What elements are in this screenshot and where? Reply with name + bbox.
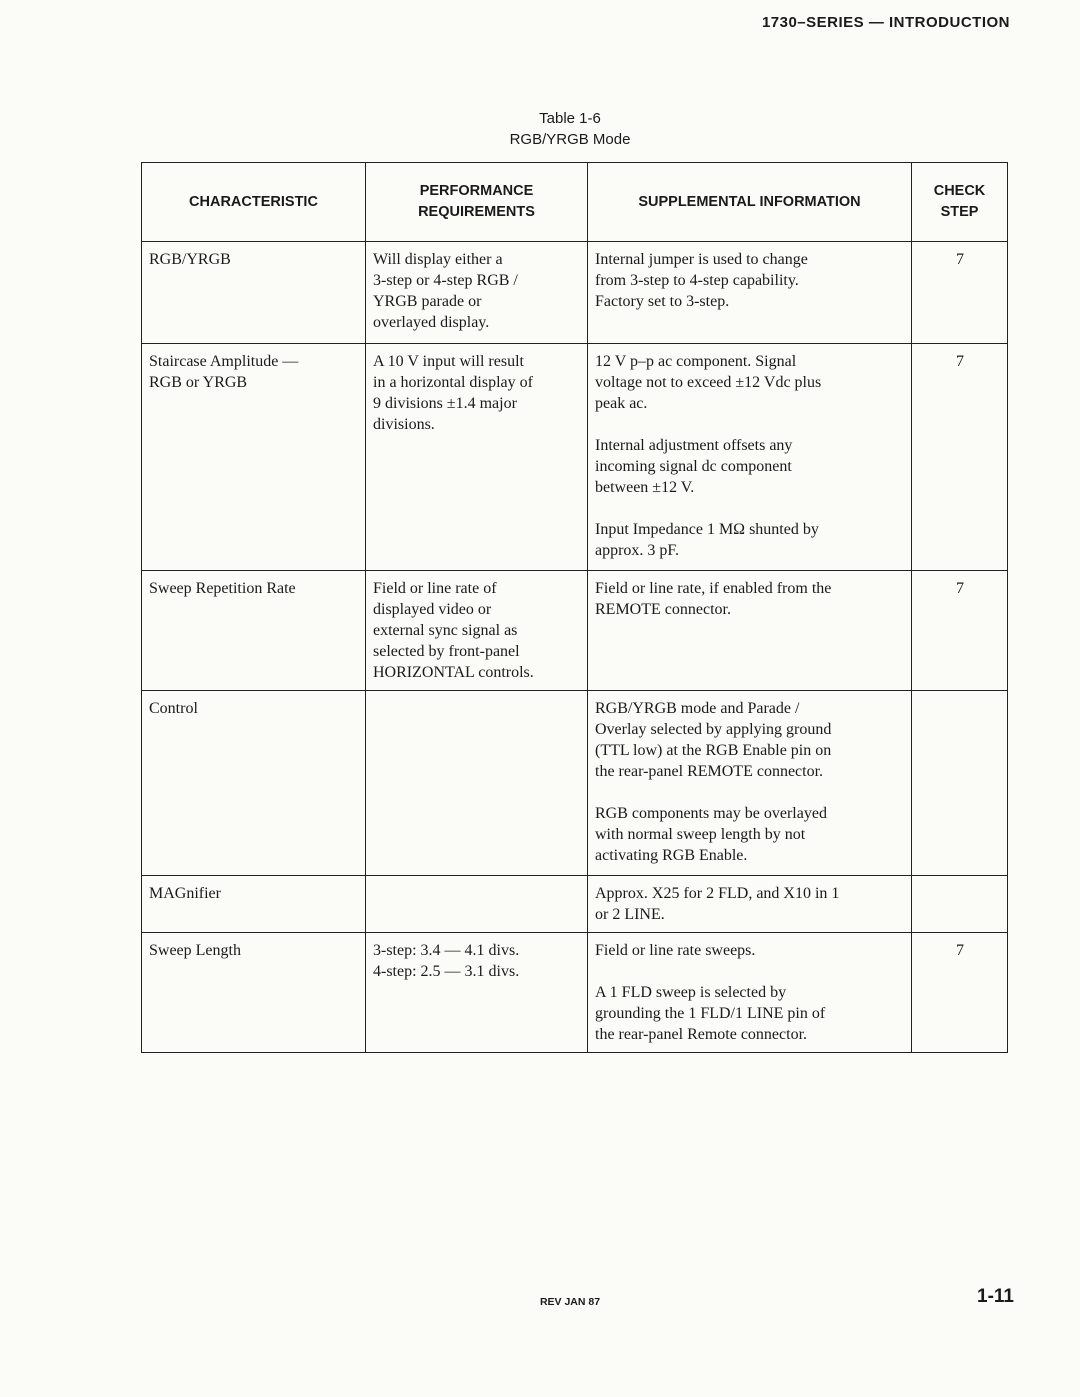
cell-characteristic: Control bbox=[142, 691, 366, 876]
table-title: RGB/YRGB Mode bbox=[509, 131, 631, 148]
cell-supplemental: RGB/YRGB mode and Parade / Overlay selected by applying ground (TTL low) at the RGB Enable pin on the rear-panel REMOTE connector. RGB components may be overlayed with normal sweep length by not activating RGB Enable. bbox=[588, 691, 912, 876]
cell-check-step: 7 bbox=[912, 242, 1008, 344]
cell-performance: Field or line rate of displayed video or external sync signal as selected by front-panel HORIZONTAL controls. bbox=[366, 571, 588, 691]
cell-supplemental: 12 V p–p ac component. Signal voltage not to exceed ±12 Vdc plus peak ac. Internal adjustment offsets any incoming signal dc component between ±12 V. Input Impedance 1 MΩ shunted by approx. 3 pF. bbox=[588, 344, 912, 571]
cell-supplemental: Internal jumper is used to change from 3-step to 4-step capability. Factory set to 3-step. bbox=[588, 242, 912, 344]
revision-date: REV JAN 87 bbox=[539, 1296, 601, 1308]
table-header-row bbox=[142, 163, 1008, 242]
table-row bbox=[142, 344, 1008, 571]
column-header-check-step: CHECK STEP bbox=[912, 163, 1008, 242]
column-header-characteristic: CHARACTERISTIC bbox=[142, 163, 366, 242]
cell-characteristic: Sweep Repetition Rate bbox=[142, 571, 366, 691]
cell-characteristic: MAGnifier bbox=[142, 876, 366, 933]
cell-performance bbox=[366, 876, 588, 933]
cell-characteristic: Staircase Amplitude — RGB or YRGB bbox=[142, 344, 366, 571]
cell-check-step: 7 bbox=[912, 571, 1008, 691]
table-row bbox=[142, 691, 1008, 876]
cell-supplemental: Approx. X25 for 2 FLD, and X10 in 1 or 2 LINE. bbox=[588, 876, 912, 933]
table-row bbox=[142, 571, 1008, 691]
cell-characteristic: RGB/YRGB bbox=[142, 242, 366, 344]
cell-performance: Will display either a 3-step or 4-step RGB / YRGB parade or overlayed display. bbox=[366, 242, 588, 344]
cell-performance: 3-step: 3.4 — 4.1 divs. 4-step: 2.5 — 3.1 divs. bbox=[366, 933, 588, 1053]
table-row bbox=[142, 876, 1008, 933]
specification-table bbox=[141, 162, 1008, 1053]
cell-check-step: 7 bbox=[912, 344, 1008, 571]
page-number: 1-11 bbox=[977, 1286, 1014, 1307]
cell-check-step: 7 bbox=[912, 933, 1008, 1053]
column-header-supplemental: SUPPLEMENTAL INFORMATION bbox=[588, 163, 912, 242]
cell-performance bbox=[366, 691, 588, 876]
cell-check-step bbox=[912, 691, 1008, 876]
table-row bbox=[142, 933, 1008, 1053]
cell-performance: A 10 V input will result in a horizontal display of 9 divisions ±1.4 major divisions. bbox=[366, 344, 588, 571]
table-row bbox=[142, 242, 1008, 344]
cell-supplemental: Field or line rate sweeps. A 1 FLD sweep is selected by grounding the 1 FLD/1 LINE pin of the rear-panel Remote connector. bbox=[588, 933, 912, 1053]
table-number: Table 1-6 bbox=[539, 110, 601, 127]
running-header: 1730–SERIES — INTRODUCTION bbox=[761, 14, 1010, 31]
cell-characteristic: Sweep Length bbox=[142, 933, 366, 1053]
cell-check-step bbox=[912, 876, 1008, 933]
column-header-performance: PERFORMANCE REQUIREMENTS bbox=[366, 163, 588, 242]
cell-supplemental: Field or line rate, if enabled from the REMOTE connector. bbox=[588, 571, 912, 691]
